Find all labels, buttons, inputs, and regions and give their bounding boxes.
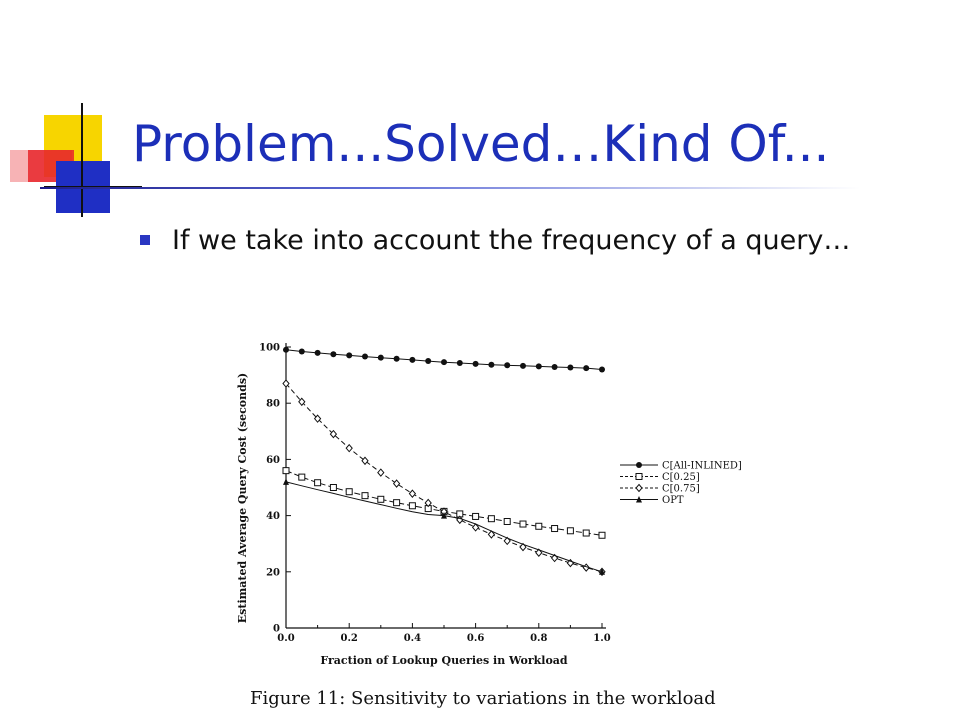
corner-logo-icon (0, 95, 150, 225)
bullet-list (140, 220, 880, 261)
line-chart-svg (228, 330, 768, 720)
data-point (378, 355, 384, 361)
data-point (536, 523, 542, 529)
bullet-item (140, 220, 880, 261)
data-point (552, 364, 558, 370)
data-point (520, 521, 526, 527)
y-tick-label: 100 (259, 342, 280, 354)
legend-marker (636, 485, 642, 492)
data-point (346, 489, 352, 495)
data-point (567, 365, 573, 371)
x-tick-label: 0.0 (277, 633, 295, 644)
data-point (394, 480, 400, 487)
title-divider (40, 187, 860, 189)
bullet-square-icon (140, 235, 150, 245)
x-tick-label: 0.8 (530, 633, 548, 644)
data-point (346, 445, 352, 452)
data-point (473, 361, 479, 367)
data-point (520, 363, 526, 369)
legend-label: C[All-INLINED] (662, 460, 742, 472)
data-point (473, 513, 479, 519)
y-tick-label: 80 (266, 398, 280, 410)
data-point (441, 359, 447, 365)
data-point (362, 354, 368, 360)
series-1 (283, 468, 605, 539)
legend-marker (636, 462, 642, 468)
data-point (315, 480, 321, 486)
x-tick-label: 0.4 (403, 633, 422, 644)
legend-label: C[0.75] (662, 483, 700, 495)
data-point (567, 528, 573, 534)
x-tick-label: 1.0 (593, 633, 611, 644)
legend-label: C[0.25] (662, 472, 700, 483)
y-tick-label: 40 (266, 511, 280, 523)
legend-marker (636, 474, 642, 480)
data-point (536, 363, 542, 369)
data-point (488, 516, 494, 522)
data-point (315, 350, 321, 356)
figure-caption: Figure 11: Sensitivity to variations in the workload (250, 688, 716, 709)
data-point (330, 485, 336, 491)
data-point (409, 490, 415, 497)
data-point (283, 468, 289, 474)
data-point (283, 478, 289, 485)
data-point (552, 526, 558, 532)
series-line (286, 384, 602, 572)
y-tick-label: 0 (273, 623, 280, 635)
data-point (425, 358, 431, 364)
slide-title: Problem...Solved…Kind Of... (132, 115, 830, 173)
y-tick-label: 60 (266, 454, 280, 466)
data-point (504, 519, 510, 525)
x-axis-label: Fraction of Lookup Queries in Workload (320, 654, 568, 667)
data-point (299, 348, 305, 354)
data-point (599, 532, 605, 538)
data-point (488, 362, 494, 368)
data-point (409, 503, 415, 509)
legend-label: OPT (662, 495, 684, 506)
data-point (362, 493, 368, 499)
x-tick-label: 0.6 (466, 633, 485, 644)
data-point (394, 356, 400, 362)
data-point (394, 500, 400, 506)
data-point (583, 530, 589, 536)
data-point (283, 347, 289, 353)
data-point (457, 360, 463, 366)
bullet-text: If we take into account the frequency of a query… (172, 225, 851, 256)
data-point (599, 366, 605, 372)
series-2 (283, 380, 605, 575)
data-point (378, 469, 384, 476)
y-tick-label: 20 (266, 567, 280, 579)
data-point (362, 457, 368, 464)
series-0 (283, 347, 605, 373)
data-point (378, 496, 384, 502)
data-point (504, 362, 510, 368)
y-axis-label: Estimated Average Query Cost (seconds) (236, 372, 249, 624)
line-chart (228, 330, 768, 720)
data-point (583, 365, 589, 371)
data-point (409, 357, 415, 363)
data-point (330, 351, 336, 357)
data-point (346, 352, 352, 358)
data-point (299, 474, 305, 480)
x-tick-label: 0.2 (340, 633, 358, 644)
